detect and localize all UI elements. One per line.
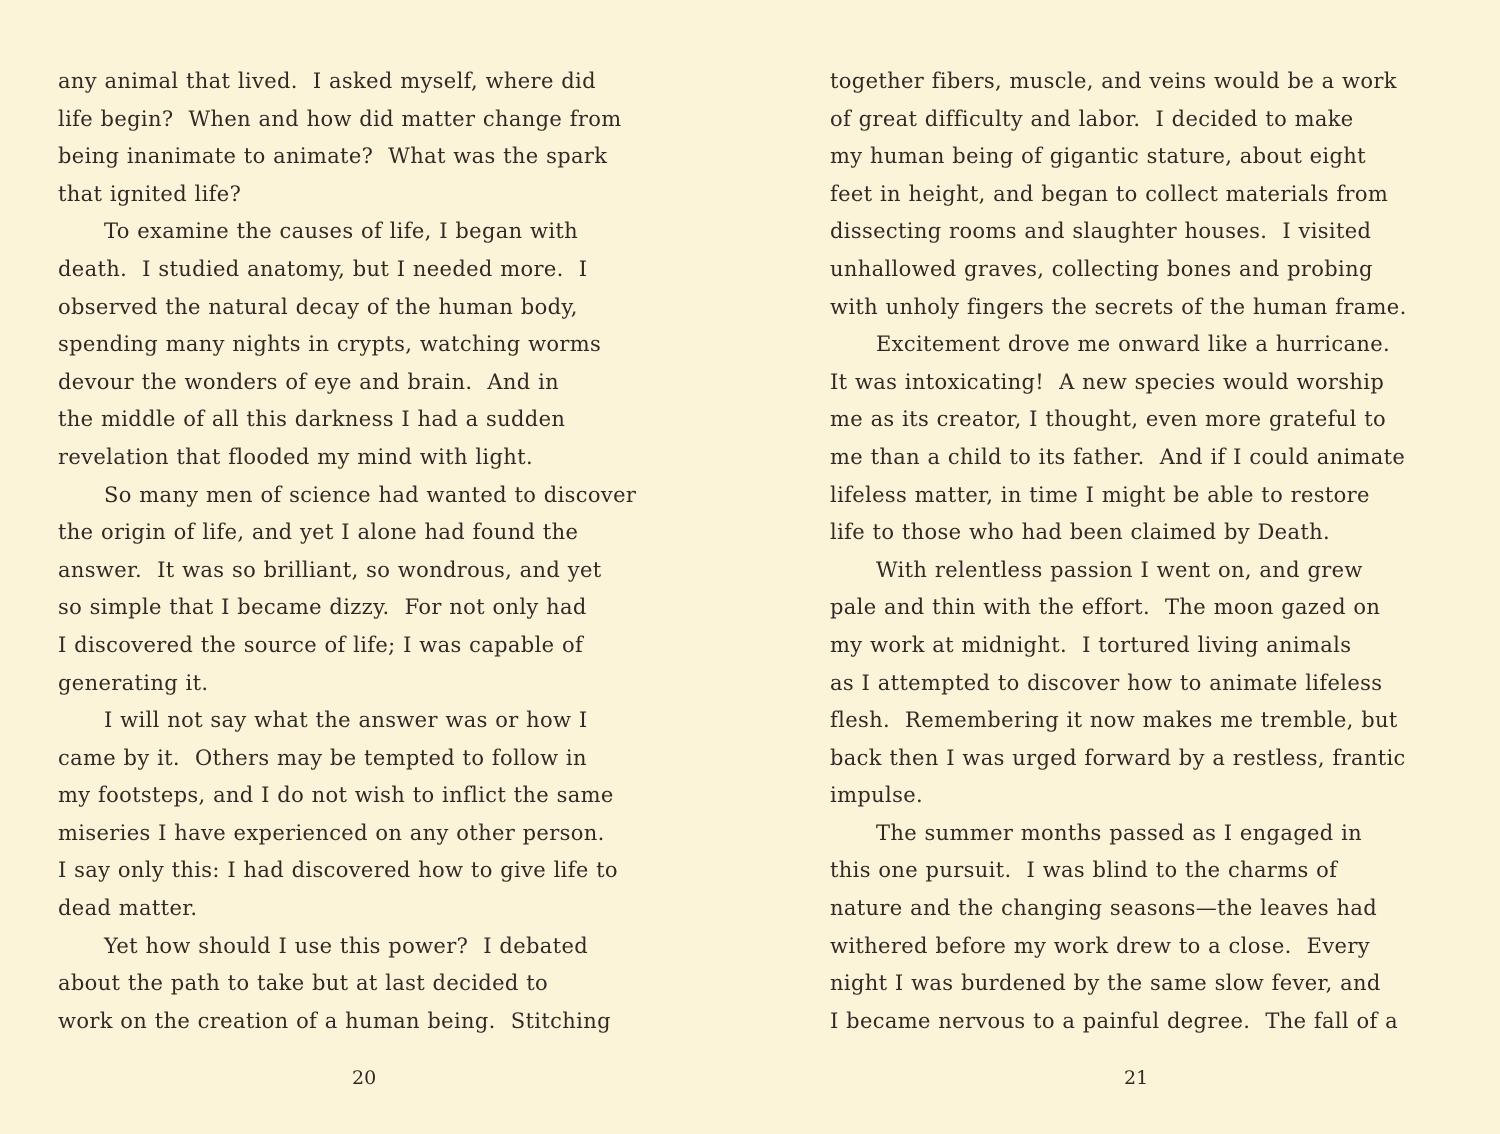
- text-line: I say only this: I had discovered how to give life to: [58, 858, 618, 883]
- text-line: my human being of gigantic stature, about eight: [830, 144, 1366, 169]
- text-line: To examine the causes of life, I began with: [104, 219, 579, 244]
- text-line: dissecting rooms and slaughter houses. I visited: [830, 219, 1372, 244]
- right-page-body: [830, 63, 1470, 1063]
- text-line: being inanimate to animate? What was the spark: [58, 144, 608, 169]
- text-line: I became nervous to a painful degree. The fall of a: [830, 1008, 1399, 1033]
- text-line: me than a child to its father. And if I could animate: [830, 444, 1406, 469]
- text-line: came by it. Others may be tempted to follow in: [58, 745, 587, 770]
- text-line: miseries I have experienced on any other person.: [58, 820, 605, 845]
- text-line: I discovered the source of life; I was capable of: [58, 632, 584, 657]
- text-line: my footsteps, and I do not wish to inflict the same: [58, 783, 614, 808]
- text-line: withered before my work drew to a close. Every: [830, 933, 1370, 958]
- text-line: unhallowed graves, collecting bones and probing: [830, 256, 1373, 281]
- text-line: flesh. Remembering it now makes me tremble, but: [830, 708, 1398, 733]
- text-line: with unholy fingers the secrets of the human frame.: [830, 294, 1407, 319]
- text-line: It was intoxicating! A new species would worship: [830, 369, 1385, 394]
- text-line: nature and the changing seasons—the leaves had: [830, 896, 1378, 921]
- text-line: so simple that I became dizzy. For not only had: [58, 595, 587, 620]
- text-line: Excitement drove me onward like a hurricane.: [876, 332, 1391, 357]
- text-line: So many men of science had wanted to discover: [104, 482, 637, 507]
- text-line: night I was burdened by the same slow fever, and: [830, 971, 1381, 996]
- text-line: I will not say what the answer was or how I: [104, 708, 588, 733]
- text-line: the middle of all this darkness I had a sudden: [58, 407, 566, 432]
- text-line: Yet how should I use this power? I debated: [104, 933, 589, 958]
- text-line: me as its creator, I thought, even more grateful to: [830, 407, 1386, 432]
- text-line: back then I was urged forward by a restless, frantic: [830, 745, 1406, 770]
- text-line: impulse.: [830, 783, 923, 808]
- text-line: about the path to take but at last decided to: [58, 971, 548, 996]
- text-line: work on the creation of a human being. Stitching: [58, 1008, 611, 1033]
- text-line: observed the natural decay of the human body,: [58, 294, 578, 319]
- text-line: of great difficulty and labor. I decided to make: [830, 106, 1354, 131]
- text-line: the origin of life, and yet I alone had found the: [58, 520, 579, 545]
- text-line: With relentless passion I went on, and grew: [876, 557, 1363, 582]
- text-line: pale and thin with the effort. The moon gazed on: [830, 595, 1381, 620]
- text-line: this one pursuit. I was blind to the charms of: [830, 858, 1338, 883]
- left-page-body: [58, 63, 698, 1063]
- text-line: death. I studied anatomy, but I needed more. I: [58, 256, 588, 281]
- text-line: life begin? When and how did matter change from: [58, 106, 622, 131]
- text-line: dead matter.: [58, 896, 198, 921]
- text-line: revelation that flooded my mind with light.: [58, 444, 533, 469]
- text-line: as I attempted to discover how to animate lifeless: [830, 670, 1383, 695]
- text-line: that ignited life?: [58, 181, 242, 206]
- text-line: The summer months passed as I engaged in: [876, 820, 1363, 845]
- text-line: answer. It was so brilliant, so wondrous, and yet: [58, 557, 602, 582]
- text-line: devour the wonders of eye and brain. And in: [58, 369, 560, 394]
- text-line: feet in height, and began to collect materials from: [830, 181, 1389, 206]
- text-line: life to those who had been claimed by Death.: [830, 520, 1331, 545]
- text-line: generating it.: [58, 670, 209, 695]
- right-page-number: 21: [1124, 1067, 1149, 1089]
- text-line: spending many nights in crypts, watching worms: [58, 332, 602, 357]
- text-line: together fibers, muscle, and veins would be a work: [830, 69, 1397, 93]
- text-line: my work at midnight. I tortured living animals: [830, 632, 1352, 657]
- text-line: any animal that lived. I asked myself, where did: [58, 69, 596, 93]
- text-line: lifeless matter, in time I might be able to restore: [830, 482, 1370, 507]
- left-page-number: 20: [352, 1067, 377, 1089]
